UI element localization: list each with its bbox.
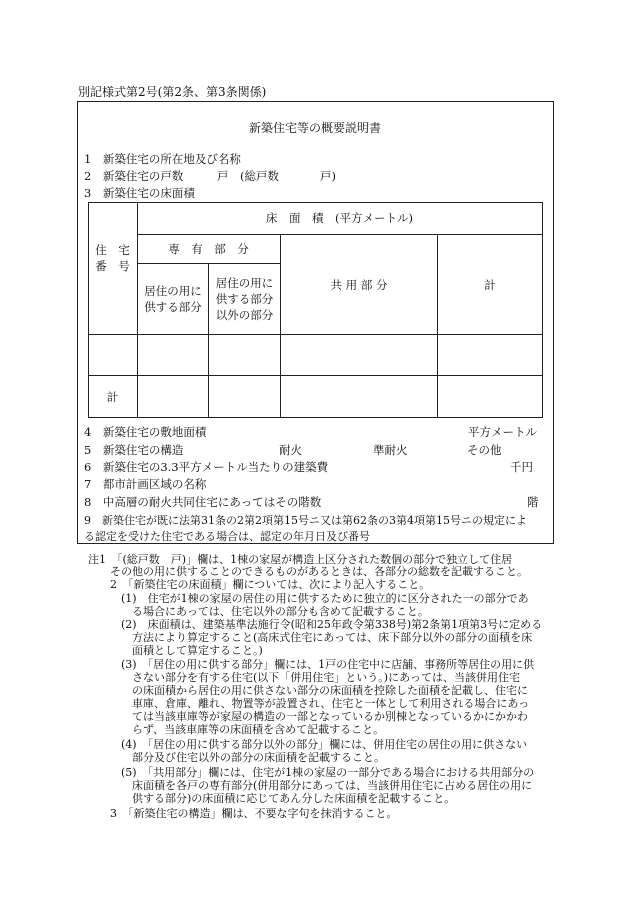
document-title: 新築住宅等の概要説明書: [248, 121, 381, 135]
note-line: 注1 「(総戸数 戸)」欄は、1棟の家屋が構造上区分された数個の部分で独立して住居: [88, 553, 513, 566]
note-line: その他の用に供することのできるものがあるときは、各部分の総数を記載すること。: [88, 565, 528, 578]
residential-part-header: 居住の用に 供する部分: [144, 284, 202, 314]
note-line: 車庫、倉庫、離れ、物置等が設置され、住宅と一体として利用される場合にあっ: [88, 697, 530, 710]
note-line: (4) 「居住の用に供する部分以外の部分」欄には、併用住宅の居住の用に供さない: [88, 738, 528, 751]
form-label: 別記様式第2号(第2条、第3条関係): [78, 85, 267, 99]
note-line: (1) 住宅が1棟の家屋の居住の用に供するために独立的に区分された一の部分であ: [88, 592, 529, 605]
item-5-fireproof: 耐火: [279, 443, 302, 457]
item-2-units-label: 戸 (総戸数: [217, 169, 279, 183]
item-8-unit: 階: [527, 495, 539, 509]
note-line: (5) 「共用部分」欄には、住宅が1棟の家屋の一部分である場合における共用部分の: [88, 766, 535, 779]
item-5-semi-fireproof: 準耐火: [373, 443, 408, 457]
item-5-structure: 5 新築住宅の構造: [84, 443, 184, 457]
note-line: 2 「新築住宅の床面積」欄については、次により記入すること。: [88, 578, 431, 591]
note-line: (3) 「居住の用に供する部分」欄には、1戸の住宅中に店舗、事務所等居住の用に供: [88, 658, 535, 671]
item-3-floor-area: 3 新築住宅の床面積: [84, 186, 195, 200]
item-4-site-area: 4 新築住宅の敷地面積: [84, 425, 207, 439]
item-8-floors: 8 中高層の耐火共同住宅にあってはその階数: [84, 495, 322, 509]
total-row-label: 計: [106, 389, 119, 404]
note-line: 方法により算定すること(高床式住宅にあっては、床下部分以外の部分の面積を床: [88, 631, 533, 644]
common-part-header: 共 用 部 分: [330, 277, 388, 292]
floor-area-header: 床 面 積 (平方メートル): [266, 211, 413, 225]
item-2-units: 2 新築住宅の戸数: [84, 169, 184, 183]
item-6-cost: 6 新築住宅の3.3平方メートル当たりの建築費: [84, 460, 329, 474]
note-line: ては当該車庫等が家屋の構造の一部となっているか別棟となっているかにかかわ: [88, 710, 528, 723]
item-6-unit: 千円: [510, 460, 533, 474]
exclusive-part-header: 専 有 部 分: [168, 241, 249, 256]
note-line: 面積として算定すること。): [88, 644, 263, 657]
note-line: さない部分を有する住宅(以下「併用住宅」という。)にあっては、当該併用住宅: [88, 671, 520, 684]
item-7-city-planning: 7 都市計画区域の名称: [84, 477, 207, 491]
total-header: 計: [484, 277, 496, 292]
item-9-certification-cont: る認定を受けた住宅である場合は、認定の年月日及び番号: [84, 530, 370, 543]
item-2-total-units: 戸): [320, 169, 336, 183]
note-line: の床面積から居住の用に供さない部分の床面積を控除した面積を記載し、住宅に: [88, 684, 528, 697]
note-line: 部分及び住宅以外の部分の床面積を記載すること。: [88, 751, 385, 764]
note-line: 床面積を各戸の専有部分(併用部分にあっては、当該併用住宅に占める居住の用に: [88, 779, 533, 792]
note-line: (2) 床面積は、建築基準法施行令(昭和25年政令第338号)第2条第1項第3号に定める: [88, 618, 543, 631]
note-line: 3 「新築住宅の構造」欄は、不要な字句を抹消すること。: [88, 807, 398, 820]
item-1-location: 1 新築住宅の所在地及び名称: [84, 152, 241, 166]
house-number-header: 住 宅 番 号: [95, 243, 130, 273]
note-line: らず、当該車庫等の床面積を含めて記載すること。: [88, 723, 385, 736]
item-4-unit: 平方メートル: [468, 425, 537, 439]
non-residential-part-header: 居住の用に 供する部分 以外の部分: [215, 276, 274, 322]
item-5-other: その他: [467, 443, 502, 457]
note-line: る場合にあっては、住宅以外の部分も含めて記載すること。: [88, 605, 429, 618]
item-9-certification: 9 新築住宅が既に法第31条の2第2項第15号ニ又は第62条の3第4項第15号ニの規定によ: [84, 514, 527, 527]
note-line: 供する部分)の床面積に応じてあん分した床面積を記載すること。: [88, 792, 456, 805]
